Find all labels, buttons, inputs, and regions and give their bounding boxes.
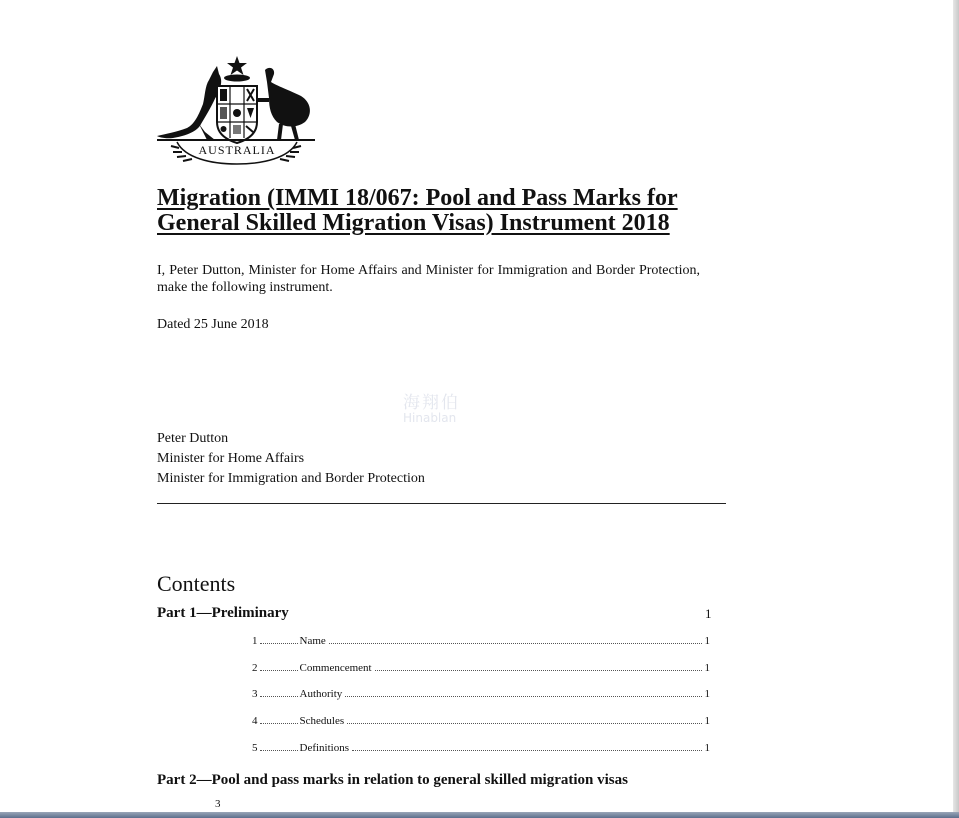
page-edge-shadow (953, 0, 959, 818)
toc-leader (375, 661, 702, 671)
toc-leader (260, 714, 298, 724)
toc-leader (329, 634, 702, 644)
window-bottom-bar (0, 812, 959, 818)
toc-item-number: 1 (252, 635, 258, 647)
toc-part-1-page: 1 (705, 606, 712, 621)
title-line-2: General Skilled Migration Visas) Instrument 2018 (157, 210, 670, 236)
title-line-1: Migration (IMMI 18/067: Pool and Pass Marks for (157, 185, 678, 211)
toc-item-number: 3 (252, 688, 258, 700)
toc-item-title: Authority (299, 688, 343, 700)
signatory-name: Peter Dutton (157, 431, 229, 446)
signatory-role-1: Minister for Home Affairs (157, 451, 305, 466)
toc-item-page: 1 (704, 662, 710, 674)
dated-line: Dated 25 June 2018 (157, 317, 269, 332)
toc-item-page: 1 (704, 715, 710, 727)
toc-item-page: 1 (704, 688, 710, 700)
contents-heading: Contents (157, 571, 236, 596)
toc-item[interactable] (252, 686, 710, 702)
toc-item-title: Name (299, 635, 326, 647)
toc-leader (260, 741, 298, 751)
toc-item-number: 2 (252, 662, 258, 674)
toc-leader (260, 687, 298, 697)
document-title (157, 186, 757, 236)
toc-part-2-page: 3 (215, 798, 221, 810)
toc-part-1[interactable]: Part 1—Preliminary (157, 605, 289, 621)
toc-item[interactable] (252, 740, 710, 756)
toc-leader (260, 661, 298, 671)
section-divider (157, 503, 726, 504)
watermark-en: Hinablan (403, 411, 457, 425)
toc-item[interactable] (252, 713, 710, 729)
toc-item[interactable] (252, 660, 710, 676)
toc-leader (260, 634, 298, 644)
coat-of-arms-icon (155, 52, 317, 172)
watermark (403, 388, 460, 425)
toc-item-number: 5 (252, 742, 258, 754)
toc-item-number: 4 (252, 715, 258, 727)
toc-leader (347, 714, 701, 724)
toc-item[interactable] (252, 633, 710, 649)
watermark-cn: 海翔伯 (403, 393, 460, 413)
toc-item-title: Definitions (299, 742, 349, 754)
toc-leader (345, 687, 701, 697)
crest-label: AUSTRALIA (198, 143, 276, 157)
signatory-role-2: Minister for Immigration and Border Protection (157, 471, 425, 486)
toc-item-title: Commencement (299, 662, 372, 674)
toc-item-page: 1 (704, 635, 710, 647)
toc-item-title: Schedules (299, 715, 345, 727)
toc-item-page: 1 (704, 742, 710, 754)
intro-paragraph: I, Peter Dutton, Minister for Home Affairs and Minister for Immigration and Border Protection, make the following instrument. (157, 263, 700, 295)
toc-leader (352, 741, 702, 751)
toc-part-2[interactable]: Part 2—Pool and pass marks in relation to general skilled migration visas (157, 772, 628, 788)
